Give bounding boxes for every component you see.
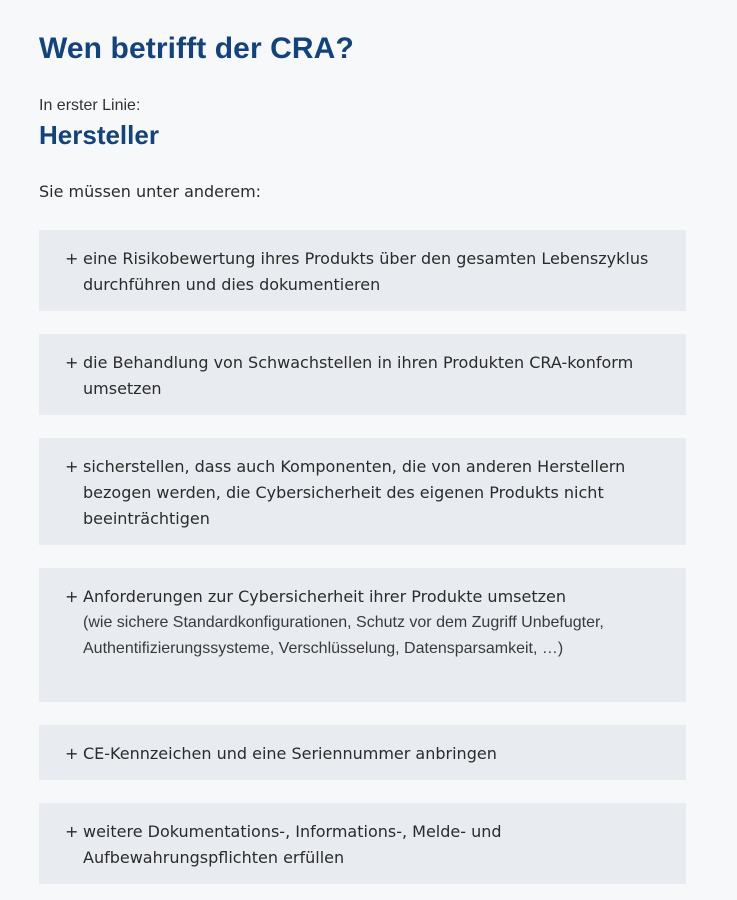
obligation-card xyxy=(39,803,686,884)
obligation-text: Anforderungen zur Cybersicherheit ihrer Produkte umsetzen xyxy=(83,587,566,606)
plus-icon: + xyxy=(65,353,79,372)
plus-icon: + xyxy=(65,744,79,763)
obligation-card xyxy=(39,334,686,415)
plus-icon: + xyxy=(65,457,79,476)
obligation-text: weitere Dokumentations-, Informations-, Melde- und Aufbewahrungspflichten erfüllen xyxy=(83,822,502,867)
obligation-text: eine Risikobewertung ihres Produkts über den gesamten Lebenszyklus durchführen und dies dokumentieren xyxy=(83,249,649,294)
obligation-text: CE-Kennzeichen und eine Seriennummer anbringen xyxy=(83,744,497,763)
obligation-card xyxy=(39,230,686,311)
obligation-card xyxy=(39,568,686,702)
obligation-text: die Behandlung von Schwachstellen in ihren Produkten CRA-konform umsetzen xyxy=(83,353,634,398)
obligations-list xyxy=(39,230,686,900)
plus-icon: + xyxy=(65,249,79,268)
obligation-card xyxy=(39,725,686,780)
obligation-text-block xyxy=(83,584,666,662)
kicker-text: In erster Linie: xyxy=(39,97,141,114)
plus-icon: + xyxy=(65,822,79,841)
lead-text: Sie müssen unter anderem: xyxy=(39,182,262,201)
obligation-text: sicherstellen, dass auch Komponenten, die von anderen Herstellern bezogen werden, die Cybersicherheit des eigenen Produkts nicht beeinträchtigen xyxy=(83,457,626,528)
obligation-card xyxy=(39,438,686,545)
plus-icon: + xyxy=(65,587,79,606)
section-subtitle: Hersteller xyxy=(39,120,159,150)
obligation-note: (wie sichere Standardkonfigurationen, Schutz vor dem Zugriff Unbefugter, Authentifizierungssysteme, Verschlüsselung, Datensparsamkeit, …) xyxy=(83,614,604,657)
page-title: Wen betrifft der CRA? xyxy=(39,32,354,65)
